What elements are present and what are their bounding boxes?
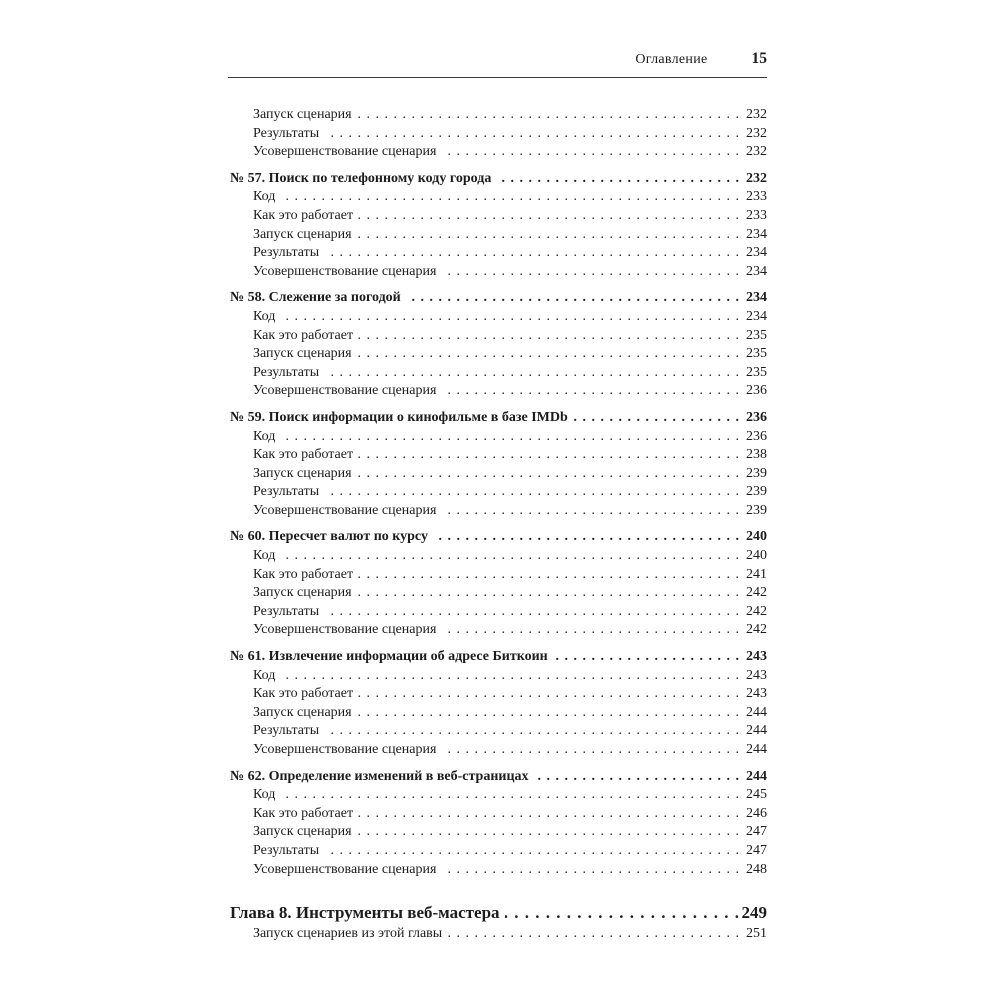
- dot-leader: [324, 364, 739, 383]
- toc-entry-label: Как это работает: [253, 447, 354, 463]
- toc-entry-label: Как это работает: [253, 686, 354, 702]
- toc-entry-label: Запуск сценариев из этой главы: [253, 926, 443, 942]
- toc-entry-page: 234: [746, 308, 767, 324]
- toc-item-row: [230, 528, 767, 547]
- toc-entry-label: Как это работает: [253, 566, 354, 582]
- dot-leader: [553, 648, 739, 667]
- toc-sub-row: [230, 465, 767, 484]
- toc-entry-page: 242: [746, 622, 767, 638]
- toc-entry-page: 234: [746, 245, 767, 261]
- toc-entry-page: 232: [746, 170, 767, 186]
- toc-entry-page: 234: [746, 226, 767, 242]
- toc-sub-row: [230, 547, 767, 566]
- toc-sub-row: [230, 584, 767, 603]
- toc-entry-page: 243: [746, 667, 767, 683]
- toc-entry-label: Код: [253, 548, 276, 564]
- dot-leader: [433, 528, 739, 547]
- dot-leader: [357, 465, 739, 484]
- toc-entry-page: 239: [746, 484, 767, 500]
- toc-entry-page: 247: [746, 842, 767, 858]
- toc-entry-page: 235: [746, 364, 767, 380]
- toc-entry-label: Запуск сценария: [253, 107, 352, 122]
- dot-leader: [280, 188, 739, 207]
- toc-entry-page: 242: [746, 585, 767, 601]
- dot-leader: [280, 308, 739, 327]
- toc-entry-label: № 60. Пересчет валют по курсу: [230, 529, 428, 545]
- dot-leader: [441, 263, 739, 282]
- toc-entry-label: Результаты: [253, 125, 320, 141]
- dot-leader: [441, 502, 739, 521]
- dot-leader: [280, 547, 739, 566]
- toc-sub-row: [230, 861, 767, 880]
- toc-entry-page: 240: [746, 548, 767, 564]
- toc-sub-row: [230, 345, 767, 364]
- toc-entry-label: Запуск сценария: [253, 824, 352, 840]
- toc-entry-label: Усовершенствование сценария: [253, 263, 437, 279]
- dot-leader: [441, 143, 739, 162]
- toc-entry-label: Как это работает: [253, 327, 354, 343]
- dot-leader: [441, 741, 739, 760]
- toc-entry-page: 232: [746, 125, 767, 141]
- toc-sub-row: [230, 704, 767, 723]
- header-page-number: 15: [751, 50, 767, 67]
- toc-sub-row: [230, 805, 767, 824]
- dot-leader: [357, 226, 739, 245]
- dot-leader: [441, 382, 739, 401]
- toc-entry-page: 240: [746, 529, 767, 545]
- dot-leader: [406, 289, 739, 308]
- dot-leader: [280, 786, 739, 805]
- toc-entry-page: 234: [746, 290, 767, 306]
- toc-chapter-row: [230, 901, 767, 925]
- dot-leader: [280, 667, 739, 686]
- page-header: [228, 50, 767, 78]
- dot-leader: [505, 901, 739, 925]
- toc-sub-row: [230, 327, 767, 346]
- dot-leader: [324, 244, 739, 263]
- toc-entry-page: 245: [746, 787, 767, 803]
- toc-sub-row: [230, 722, 767, 741]
- toc-entry-label: № 58. Слежение за погодой: [230, 290, 401, 306]
- toc-item-row: [230, 170, 767, 189]
- dot-leader: [358, 446, 739, 465]
- toc-sub-row: [230, 667, 767, 686]
- dot-leader: [358, 685, 739, 704]
- dot-leader: [324, 483, 739, 502]
- dot-leader: [357, 345, 739, 364]
- toc-entry-page: 249: [741, 903, 767, 923]
- toc-entry-page: 235: [746, 346, 767, 362]
- toc-sub-row: [230, 244, 767, 263]
- toc-entry-label: Результаты: [253, 484, 320, 500]
- toc-sub-row: [230, 741, 767, 760]
- dot-leader: [357, 584, 739, 603]
- toc-entry-label: Код: [253, 787, 276, 803]
- dot-leader: [324, 125, 739, 144]
- toc-sub-row: [230, 263, 767, 282]
- toc-entry-label: № 61. Извлечение информации об адресе Биткоин: [230, 649, 548, 665]
- toc-entry-page: 244: [746, 768, 767, 784]
- toc-entry-label: Код: [253, 308, 276, 324]
- dot-leader: [357, 106, 739, 125]
- toc-entry-page: 242: [746, 603, 767, 619]
- toc-entry-page: 244: [746, 742, 767, 757]
- toc-entry-page: 239: [746, 465, 767, 481]
- dot-leader: [441, 621, 739, 640]
- toc-sub-row: [230, 502, 767, 521]
- toc-entry-label: Как это работает: [253, 207, 354, 223]
- toc-entry-label: Усовершенствование сценария: [253, 861, 437, 877]
- toc-entry-page: 244: [746, 723, 767, 739]
- dot-leader: [358, 327, 739, 346]
- toc-entry-label: Усовершенствование сценария: [253, 742, 437, 757]
- toc-entry-page: 236: [746, 409, 767, 425]
- toc-sub-row: [230, 382, 767, 401]
- toc-entry-label: Глава 8. Инструменты веб-мастера: [230, 903, 500, 923]
- toc-item-row: [230, 768, 767, 787]
- toc-entry-page: 233: [746, 189, 767, 205]
- toc-entry-page: 247: [746, 824, 767, 840]
- toc-entry-page: 246: [746, 805, 767, 821]
- header-title: Оглавление: [635, 52, 708, 67]
- toc-entry-label: Запуск сценария: [253, 226, 352, 242]
- toc-list: [230, 106, 767, 944]
- toc-sub-row: [230, 226, 767, 245]
- toc-sub-row: [230, 566, 767, 585]
- toc-entry-page: 244: [746, 704, 767, 720]
- toc-entry-page: 235: [746, 327, 767, 343]
- dot-leader: [358, 566, 739, 585]
- toc-sub-row: [230, 207, 767, 226]
- toc-sub-row: [230, 786, 767, 805]
- toc-entry-page: 243: [746, 649, 767, 665]
- toc-entry-label: Результаты: [253, 364, 320, 380]
- toc-entry-page: 232: [746, 107, 767, 122]
- toc-entry-page: 241: [746, 566, 767, 582]
- toc-entry-page: 233: [746, 207, 767, 223]
- toc-item-row: [230, 648, 767, 667]
- dot-leader: [280, 428, 739, 447]
- toc-entry-page: 239: [746, 502, 767, 518]
- toc-entry-label: Усовершенствование сценария: [253, 502, 437, 518]
- toc-entry-label: Результаты: [253, 245, 320, 261]
- toc-entry-page: 236: [746, 383, 767, 399]
- toc-entry-page: 232: [746, 144, 767, 160]
- toc-entry-label: Запуск сценария: [253, 346, 352, 362]
- toc-entry-label: Запуск сценария: [253, 704, 352, 720]
- toc-entry-label: Результаты: [253, 603, 320, 619]
- dot-leader: [447, 925, 739, 944]
- dot-leader: [358, 207, 739, 226]
- toc-entry-label: Запуск сценария: [253, 465, 352, 481]
- toc-sub-row: [230, 823, 767, 842]
- toc-entry-label: Код: [253, 667, 276, 683]
- toc-entry-label: № 62. Определение изменений в веб-страницах: [230, 768, 529, 784]
- toc-entry-page: 243: [746, 686, 767, 702]
- dot-leader: [573, 409, 739, 428]
- toc-sub-row: [230, 621, 767, 640]
- dot-leader: [441, 861, 739, 880]
- dot-leader: [357, 823, 739, 842]
- dot-leader: [358, 805, 739, 824]
- toc-entry-label: Код: [253, 428, 276, 444]
- toc-entry-label: Запуск сценария: [253, 585, 352, 601]
- dot-leader: [496, 170, 739, 189]
- toc-entry-label: Код: [253, 189, 276, 205]
- toc-sub-row: [230, 364, 767, 383]
- toc-item-row: [230, 289, 767, 308]
- toc-sub-row: [230, 483, 767, 502]
- toc-sub-row: [230, 925, 767, 944]
- toc-sub-row: [230, 308, 767, 327]
- toc-entry-page: 236: [746, 428, 767, 444]
- dot-leader: [324, 722, 739, 741]
- dot-leader: [324, 842, 739, 861]
- toc-entry-label: Как это работает: [253, 805, 354, 821]
- toc-entry-label: Усовершенствование сценария: [253, 144, 437, 160]
- toc-entry-page: 234: [746, 263, 767, 279]
- toc-entry-label: Усовершенствование сценария: [253, 622, 437, 638]
- toc-sub-row: [230, 428, 767, 447]
- toc-sub-row: [230, 188, 767, 207]
- toc-sub-row: [230, 603, 767, 622]
- toc-sub-row: [230, 446, 767, 465]
- toc-sub-row: [230, 143, 767, 162]
- toc-sub-row: [230, 106, 767, 125]
- toc-entry-label: Результаты: [253, 723, 320, 739]
- toc-sub-row: [230, 125, 767, 144]
- toc-sub-row: [230, 842, 767, 861]
- toc-entry-label: Результаты: [253, 842, 320, 858]
- toc-entry-page: 251: [746, 926, 767, 942]
- toc-entry-label: № 57. Поиск по телефонному коду города: [230, 170, 492, 186]
- dot-leader: [357, 704, 739, 723]
- toc-item-row: [230, 409, 767, 428]
- toc-entry-page: 238: [746, 447, 767, 463]
- dot-leader: [324, 603, 739, 622]
- toc-entry-page: 248: [746, 861, 767, 877]
- toc-entry-label: Усовершенствование сценария: [253, 383, 437, 399]
- toc-entry-label: № 59. Поиск информации о кинофильме в базе IMDb: [230, 409, 568, 425]
- toc-sub-row: [230, 685, 767, 704]
- dot-leader: [534, 768, 739, 787]
